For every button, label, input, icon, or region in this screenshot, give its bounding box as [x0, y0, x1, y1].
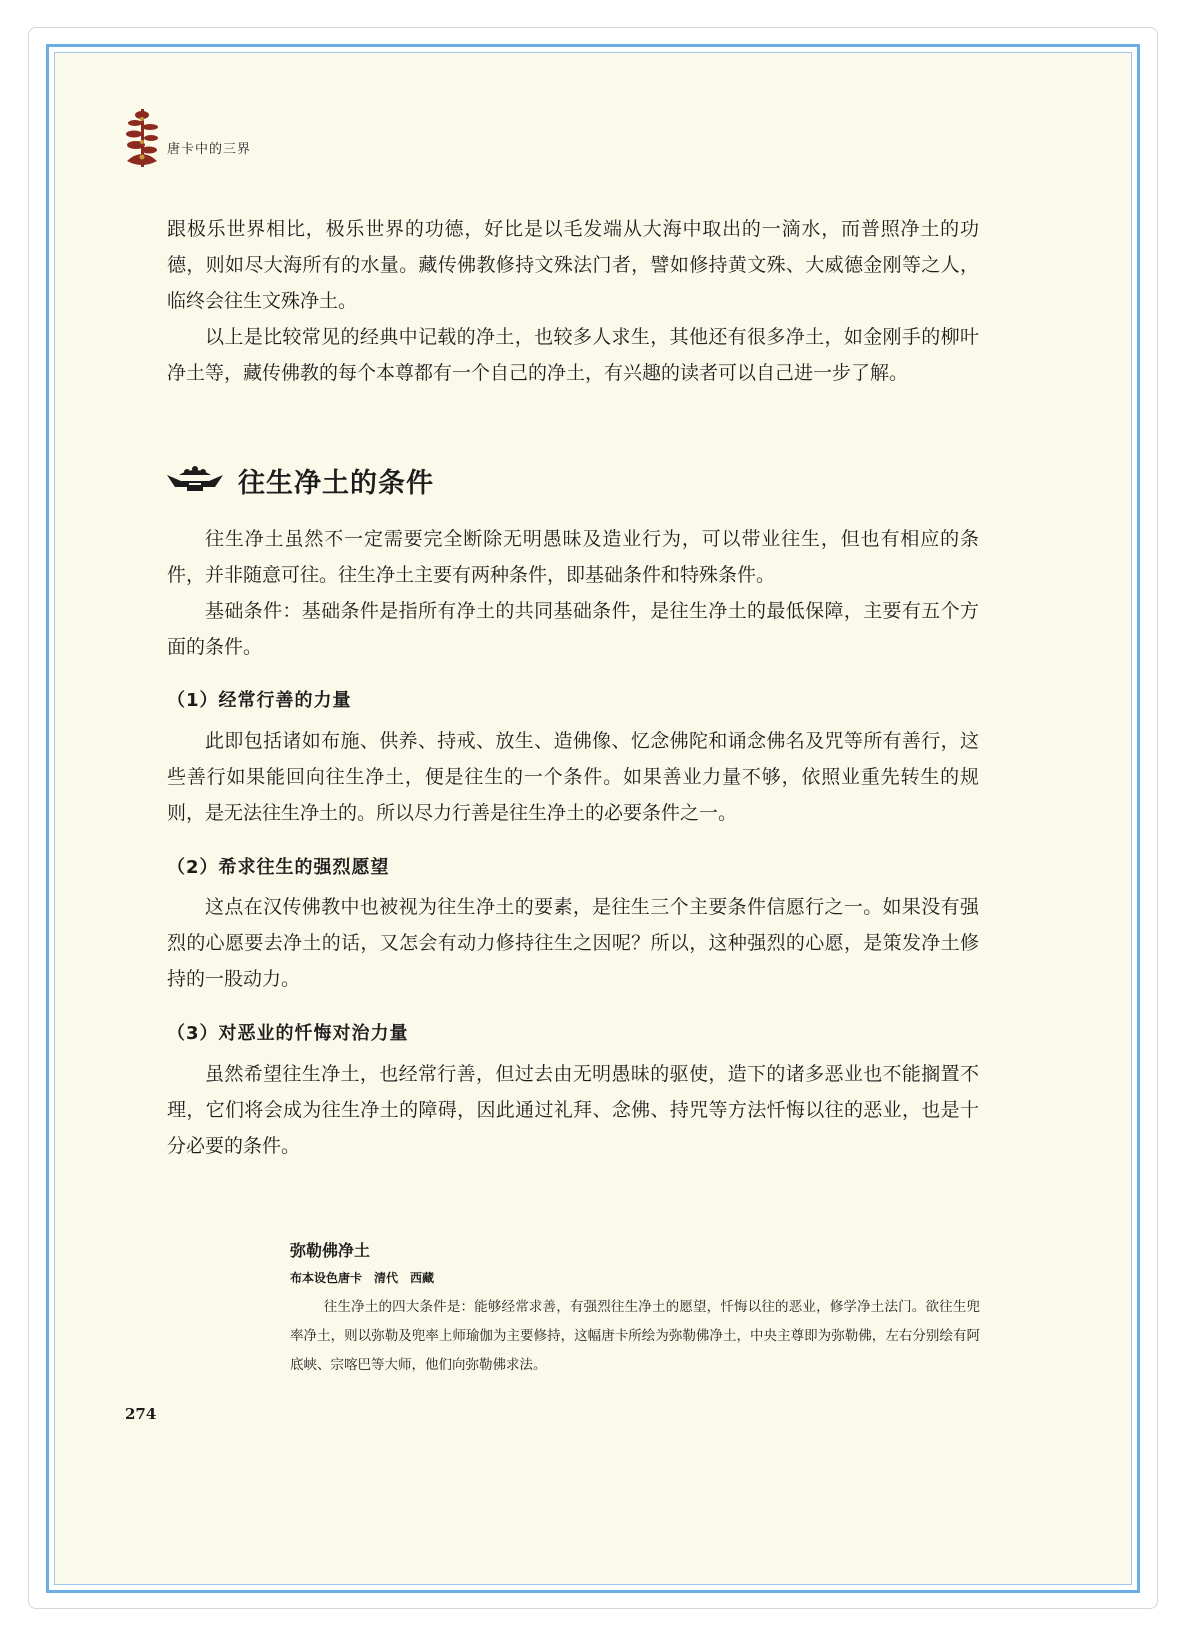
- condition-1-body: 此即包括诸如布施、供养、持戒、放生、造佛像、忆念佛陀和诵念佛名及咒等所有善行，这些善行如果能回向往生净土，便是往生的一个条件。如果善业力量不够，依照业重先转生的规则，是无法往生净土的。所以尽力行善是往生净土的必要条件之一。: [167, 730, 979, 824]
- page-number: 274: [125, 1405, 157, 1423]
- condition-2-body: 这点在汉传佛教中也被视为往生净土的要素，是往生三个主要条件信愿行之一。如果没有强烈的心愿要去净土的话，又怎会有动力修持往生之因呢？所以，这种强烈的心愿，是策发净土修持的一股动力。: [167, 896, 979, 990]
- book-page: [54, 52, 1132, 1585]
- section-paragraph-2: 基础条件：基础条件是指所有净土的共同基础条件，是往生净土的最低保障，主要有五个方面的条件。: [167, 600, 979, 658]
- running-header-title: 唐卡中的三界: [167, 142, 252, 157]
- condition-3-heading: （3）对恶业的忏悔对治力量: [167, 1023, 409, 1044]
- condition-3-body: 虽然希望往生净土，也经常行善，但过去由无明愚昧的驱使，造下的诸多恶业也不能搁置不理，它们将会成为往生净土的障碍，因此通过礼拜、念佛、持咒等方法忏悔以往的恶业，也是十分必要的条件。: [167, 1063, 979, 1157]
- offering-bowl-icon: [163, 463, 227, 497]
- caption-body: 往生净土的四大条件是：能够经常求善，有强烈往生净土的愿望，忏悔以往的恶业，修学净土法门。欲往生兜率净土，则以弥勒及兜率上师瑜伽为主要修持，这幅唐卡所绘为弥勒佛净土，中央主尊即为弥勒佛，左右分别绘有阿底峡、宗喀巴等大师，他们向弥勒佛求法。: [290, 1299, 980, 1373]
- lotus-ornament-icon: [121, 107, 165, 173]
- caption-subtitle: 布本设色唐卡 清代 西藏: [290, 1271, 435, 1285]
- caption-title: 弥勒佛净土: [290, 1241, 371, 1260]
- condition-2-heading: （2）希求往生的强烈愿望: [167, 857, 390, 878]
- intro-paragraph-2: 以上是比较常见的经典中记载的净土，也较多人求生，其他还有很多净土，如金刚手的柳叶净土等，藏传佛教的每个本尊都有一个自己的净土，有兴趣的读者可以自己进一步了解。: [167, 326, 979, 384]
- condition-1-heading: （1）经常行善的力量: [167, 690, 352, 711]
- section-paragraph-1: 往生净土虽然不一定需要完全断除无明愚昧及造业行为，可以带业往生，但也有相应的条件，并非随意可往。往生净土主要有两种条件，即基础条件和特殊条件。: [167, 528, 979, 586]
- intro-paragraph-1: 跟极乐世界相比，极乐世界的功德，好比是以毛发端从大海中取出的一滴水，而普照净土的功德，则如尽大海所有的水量。藏传佛教修持文殊法门者，譬如修持黄文殊、大威德金刚等之人，临终会往生文殊净土。: [167, 218, 979, 312]
- section-heading: 往生净土的条件: [238, 468, 434, 499]
